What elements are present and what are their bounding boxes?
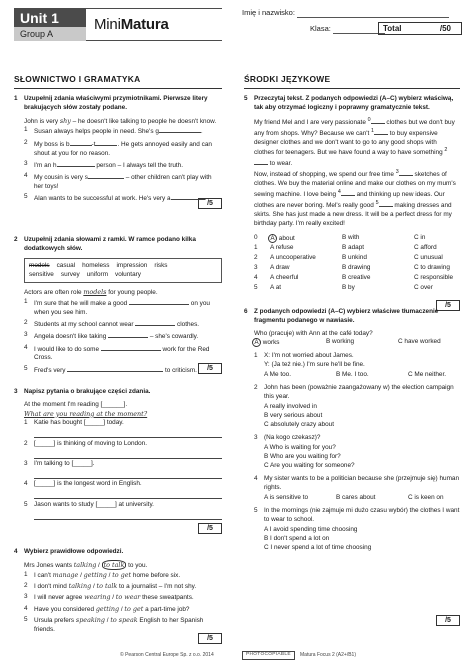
- exercise-5: 5 Przeczytaj tekst. Z podanych odpowiedzi (A–C) wybierz właściwą, tak aby otrzymać logiczny i poprawny gramatycznie tekst. My friend Mel and I are very passionate $^0$ clothes but we don't buy any from shops. Why? Because we can't $^1$ to buy expensive designer clothes and we don't want to go to any good shops with clothes for teenagers. But we have found a way to have something $^2$ to wear. Now, instead of shopping, we spend our free time $^3$ sketches of clothes. We buy the material online and make our clothes on my mum's sewing machine. I love being $^4$ and thinking up new ideas. Our clothes are never boring. Mel's really good $^5$ making dresses and skirts. She has just made a new dress. It will be a perfect dress for my birthday party. I'm really excited! 0 A about B with C in 1 A refuse B adapt C afford 2 A uncooperative B unkind C unusual 3 A draw B drawing C to drawing 4 A cheerful B creative C responsible 5 A at B by C over /5: [244, 95, 460, 311]
- list-item: 2 Students at my school cannot wear clothes.: [24, 318, 200, 328]
- list-item: 1 I can't manage / getting / to get home before six.: [24, 570, 181, 579]
- list-item: 5 Fred's very to criticism.: [24, 364, 197, 374]
- exercise-1: 1 Uzupełnij zdania właściwymi przymiotnikami. Pierwsze litery brakujących słów zostały podane. John is very shy – he doesn't like talking to people he doesn't know. 1 Susan always helps people in need. She's g . 2 My boss is b -t . He gets annoyed easily and can shout at you for no reason. 3 I'm an h person – I always tell the truth. 4 My cousin is very s – other children can't play with her toys! 5 Alan wants to be successful at work. He's very a . /5: [14, 95, 222, 209]
- list-item: 1 X: I'm not worried about James. Y: (Ja też nie.) I'm sure he'll be fine.: [254, 352, 365, 369]
- list-item: 2 My boss is b -t . He gets annoyed easily and can shout at you for no reason.: [24, 138, 212, 157]
- score-box: /5: [436, 300, 460, 311]
- example-line: John is very shy – he doesn't like talking to people he doesn't know.: [24, 116, 217, 125]
- exercise-6: 6 Z podanych odpowiedzi (A–C) wybierz właściwe tłumaczenie fragmentu podanego w nawiasie. Who (pracuje) with Ann at the café today? A works B working C have worked 1 X: I'm not worried about James. Y: (Ja też nie.) I'm sure he'll be fine. A Me too. B Me. I too. C Me neither. 2 John has been (poważnie zaangażowany w) the election campaign this year. A really involved in B very serious about C absolutely crazy about 3 (Na kogo czekasz)? A Who is waiting for you? B Who are you waiting for? C Are you waiting for someone? 4 My sister wants to be a politician because she (przejmuje się) human rights. A is sensitive to B cares about C is keen on 5 In the mornings (nie zajmuje mi dużo czasu wybór) the clothes I want to wear to school. A I avoid spending time choosing B I don't spend a lot on C I never spend a lot of time choosing /5: [244, 308, 460, 624]
- list-item: 3 Angela doesn't like taking – she's cowardly.: [24, 331, 199, 341]
- list-item: 5 Alan wants to be successful at work. He's very a .: [24, 193, 207, 203]
- section-title-left: SŁOWNICTWO I GRAMATYKA: [14, 74, 222, 89]
- list-item: 2 John has been (poważnie zaangażowany w) the election campaign this year.: [254, 384, 454, 401]
- list-item: 5 Jason wants to study [_____] at university.: [14, 501, 222, 520]
- list-item: 3 (Na kogo czekasz)?: [254, 433, 321, 441]
- brand-box: [86, 8, 222, 41]
- answer-options: 0 A about B with C in 1 A refuse B adapt C afford 2 A uncooperative B unkind C unusual 3 A draw B drawing C to drawing 4 A cheerful B creative C responsible 5 A at B by C over: [254, 233, 454, 291]
- list-item: 2 I don't mind talking / to talk to a journalist – I'm not shy.: [24, 581, 197, 590]
- score-box: /5: [198, 198, 222, 209]
- answer-options: A works B working C have worked: [244, 338, 460, 348]
- reading-text: My friend Mel and I are very passionate $^0$ clothes but we don't buy any from shops. Why? Because we can't $^1$ to buy expensive designer clothes and we don't want to go to any good shops with clothes for teenagers. But we have found a way to have something $^2$ to wear. Now, instead of shopping, we spend our free time $^3$ sketches of clothes. We buy the material online and make our clothes on my mum's sewing machine. I love being $^4$ and thinking up new ideas. Our clothes are never boring. Mel's really good $^5$ making dresses and skirts. She has just made a new dress. It will be a perfect dress for my birthday party. I'm really excited!: [254, 116, 456, 227]
- list-item: 2 [_____] is thinking of moving to London.: [14, 440, 222, 459]
- exercise-2: 2 Uzupełnij zdania słowami z ramki. W ramce podano kilka dodatkowych słów. models casual homeless impression risks sensitive survey uniform voluntary Actors are often role models for young people. 1 I'm sure that he will make a good on you when you see him. 2 Students at my school cannot wear clothes. 3 Angela doesn't like taking – she's cowardly. 4 I would like to do some work for the Red Cross. 5 Fred's very to criticism. /5: [14, 236, 222, 374]
- list-item: 4 My sister wants to be a politician because she (przejmuje się) human rights.: [254, 474, 460, 491]
- exercise-4: 4 Wybierz prawidłowe odpowiedzi. Mrs Jones wants talking / to talk to you. 1 I can't manage / getting / to get home before six. 2 I don't mind talking / to talk to a journalist – I'm not shy. 3 I will never agree wearing / to wear these sweatpants. 4 Have you considered getting / to get a part-time job? 5 Ursula prefers speaking / to speak English to her Spanish friends. /5: [14, 548, 222, 644]
- list-item: 1 I'm sure that he will make a good on you when you see him.: [24, 297, 210, 316]
- name-field[interactable]: Imię i nazwisko:: [242, 8, 449, 18]
- group-label: Group A: [14, 27, 86, 41]
- score-box: /5: [198, 523, 222, 534]
- copyright: © Pearson Central Europe Sp. z o.o. 2014: [120, 652, 214, 658]
- brand-logo: MiniMatura: [94, 16, 169, 33]
- list-item: 1 Katie has bought [_____] today.: [14, 419, 222, 438]
- list-item: 3 I'm an h person – I always tell the truth.: [24, 159, 183, 169]
- list-item: 3 I will never agree wearing / to wear these sweatpants.: [24, 593, 194, 602]
- header-brand: [14, 8, 222, 41]
- section-title-right: ŚRODKI JĘZYKOWE: [244, 74, 460, 89]
- photocopiable-badge: PHOTOCOPIABLE: [242, 651, 295, 660]
- list-item: 5 In the mornings (nie zajmuje mi dużo czasu wybór) the clothes I want to wear to school.: [254, 506, 460, 523]
- word-box: models casual homeless impression risks sensitive survey uniform voluntary: [24, 258, 222, 283]
- unit-label: Unit 1: [20, 10, 59, 26]
- exercise-1-instruction: Uzupełnij zdania właściwymi przymiotnikami. Pierwsze litery brakujących słów zostały podane.: [24, 95, 208, 111]
- list-item: 4 Have you considered getting / to get a part-time job?: [24, 604, 190, 613]
- unit-box: [14, 8, 86, 41]
- example-line: Mrs Jones wants talking / to talk to you.: [24, 560, 148, 569]
- list-item: 1 Susan always helps people in need. She's g .: [24, 126, 203, 136]
- list-item: 4 [_____] is the longest word in English.: [14, 480, 222, 499]
- exercise-3: 3 Napisz pytania o brakujące części zdania. At the moment I'm reading [______]. What are you reading at the moment? 1 Katie has bought [_____] today. 2 [_____] is thinking of moving to London. 3 I'm talking to [_____]. 4 [_____] is the longest word in English. 5 Jason wants to study [_____] at university. /5: [14, 388, 222, 534]
- class-field[interactable]: Klasa:: [310, 24, 385, 34]
- score-box: /5: [198, 363, 222, 374]
- list-item: 4 My cousin is very s – other children can't play with her toys!: [24, 172, 212, 191]
- total-score-box: Total /50: [378, 22, 462, 35]
- score-box: /5: [436, 615, 460, 626]
- score-box: /5: [198, 633, 222, 644]
- list-item: 3 I'm talking to [_____].: [14, 460, 222, 479]
- course-name: Matura Focus 2 (A2+/B1): [300, 652, 356, 658]
- list-item: 5 Ursula prefers speaking / to speak English to her Spanish friends.: [24, 615, 204, 633]
- list-item: 4 I would like to do some work for the Red Cross.: [24, 343, 210, 362]
- example-line: Actors are often role models for young people.: [24, 287, 158, 296]
